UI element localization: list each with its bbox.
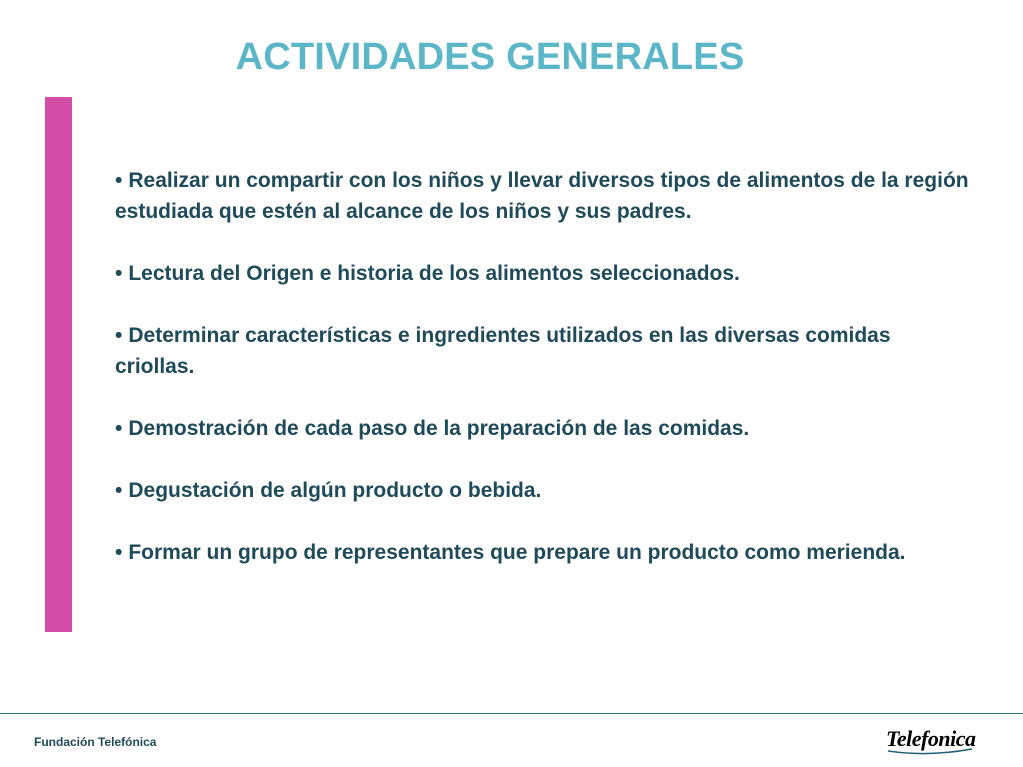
bullet-dot: •: [115, 324, 123, 347]
bullet-item: [115, 537, 975, 568]
bullet-dot: •: [115, 262, 123, 285]
logo-wordmark: Telefonica: [886, 726, 976, 751]
bullet-item: [115, 258, 975, 289]
bullet-dot: •: [115, 479, 123, 502]
bullet-text: Demostración de cada paso de la preparación de las comidas.: [128, 417, 750, 440]
bullet-item: [115, 475, 975, 506]
footer-organization: Fundación Telefónica: [34, 735, 157, 749]
bullet-item: [115, 320, 975, 382]
bullet-list: [115, 165, 975, 599]
bullet-item: [115, 165, 975, 227]
bullet-text: Degustación de algún producto o bebida.: [128, 479, 542, 502]
telefonica-logo-icon: [880, 724, 980, 758]
slide-title: ACTIVIDADES GENERALES: [235, 36, 745, 78]
bullet-dot: •: [115, 169, 123, 192]
bullet-text: Lectura del Origen e historia de los alimentos seleccionados.: [128, 262, 740, 285]
bullet-dot: •: [115, 541, 123, 564]
telefonica-logo: [880, 724, 980, 758]
bullet-text: Determinar características e ingredientes utilizados en las diversas comidas criollas.: [115, 324, 891, 378]
bullet-text: Formar un grupo de representantes que prepare un producto como merienda.: [128, 541, 906, 564]
footer-divider: [0, 713, 1023, 714]
bullet-dot: •: [115, 417, 123, 440]
bullet-text: Realizar un compartir con los niños y llevar diversos tipos de alimentos de la región estudiada que estén al alcance de los niños y sus padres.: [115, 169, 969, 223]
bullet-item: [115, 413, 975, 444]
accent-bar: [45, 97, 72, 632]
